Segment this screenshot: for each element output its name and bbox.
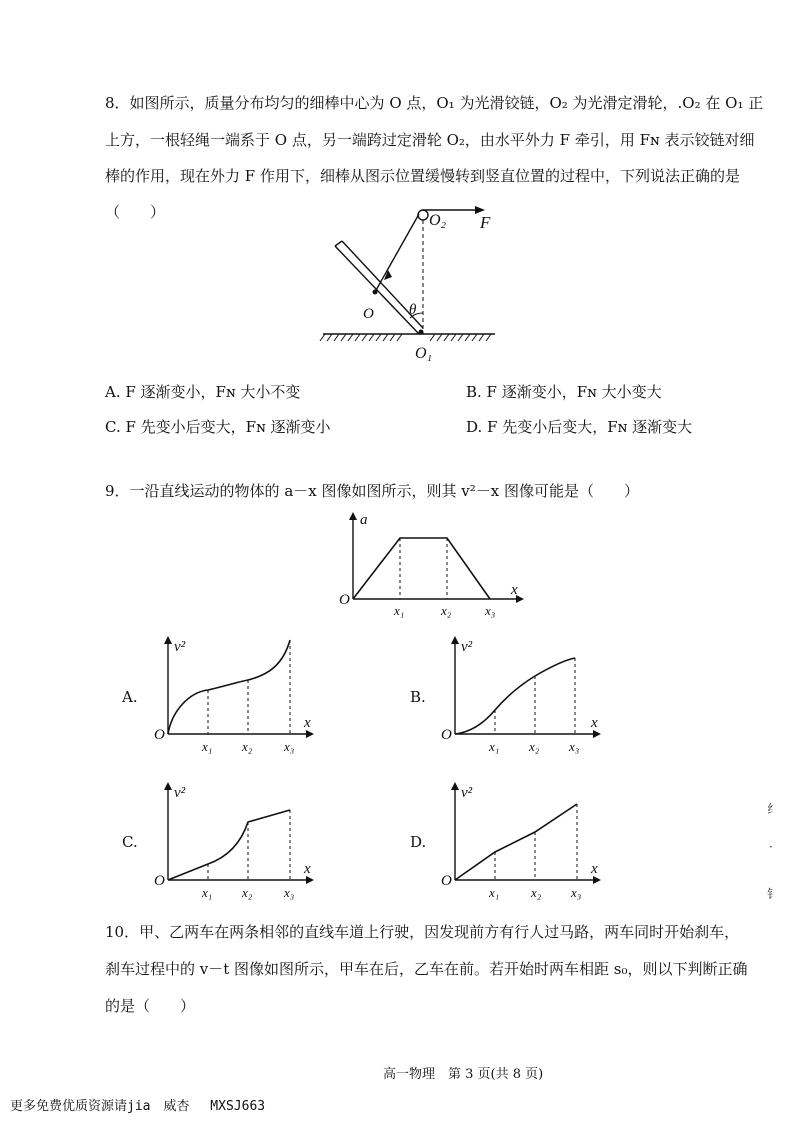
q9-option-a-graph [150, 630, 320, 755]
rod-edge-1 [335, 246, 419, 334]
q8-line-2: 上方，一根轻绳一端系于 O 点，另一端跨过定滑轮 O₂，由水平外力 F 牵引，用 Fɴ 表示铰链对细 [105, 131, 755, 149]
label-theta: θ [409, 302, 417, 318]
label-o2: O₂ [429, 212, 447, 229]
margin-mark-2: · [769, 840, 773, 854]
svg-text:v²: v² [461, 639, 473, 655]
svg-text:v²: v² [174, 785, 186, 801]
svg-text:x: x [591, 715, 598, 731]
q9-option-c-graph [150, 776, 320, 901]
svg-text:v²: v² [461, 785, 473, 801]
q8-option-a: A. F 逐渐变小，Fɴ 大小不变 [105, 383, 301, 401]
q10-line-1: 10．甲、乙两车在两条相邻的直线车道上行驶，因发现前方有行人过马路，两车同时开始刹车， [105, 923, 740, 941]
svg-text:x₂: x₂ [242, 739, 253, 754]
svg-text:x₁: x₁ [489, 739, 500, 754]
q9-option-b-graph [437, 630, 607, 755]
svg-text:x₃: x₃ [571, 885, 582, 900]
watermark-text: 更多免费优质资源请jia 威杏 MXSJ663 [10, 1099, 266, 1114]
tick-x3: x₃ [485, 603, 496, 618]
margin-mark-3: 钅 [767, 887, 780, 901]
a-x-graph [335, 508, 530, 620]
q8-line-1: 8．如图所示，质量分布均匀的细棒中心为 O 点，O₁ 为光滑铰链，O₂ 为光滑定滑轮，.O₂ 在 O₁ 正 [105, 94, 764, 112]
q9-option-b-label: B. [410, 688, 426, 706]
svg-text:O: O [154, 873, 165, 889]
q8-line-3: 棒的作用，现在外力 F 作用下，细棒从图示位置缓慢转到竖直位置的过程中，下列说法正确的是 [105, 167, 740, 185]
q9-option-d-graph [437, 776, 607, 901]
point-o [373, 290, 378, 295]
svg-text:x₂: x₂ [242, 885, 253, 900]
q8-rod-pulley-figure [315, 200, 515, 365]
q8-option-c: C. F 先变小后变大，Fɴ 逐渐变小 [105, 418, 331, 436]
svg-text:x₁: x₁ [202, 739, 213, 754]
a-axis-label: a [360, 512, 368, 528]
curve-a [168, 640, 290, 734]
curve-c [168, 810, 290, 880]
origin-label: O [339, 592, 350, 608]
ground-hatching [320, 334, 491, 341]
tick-x1: x₁ [394, 603, 405, 618]
hinge-o1 [419, 330, 424, 335]
svg-text:x₃: x₃ [569, 739, 580, 754]
svg-text:x₂: x₂ [531, 885, 542, 900]
q8-option-b: B. F 逐渐变小，Fɴ 大小变大 [466, 383, 662, 401]
svg-text:x: x [304, 715, 311, 731]
svg-text:x₃: x₃ [284, 885, 295, 900]
curve-b [455, 658, 575, 734]
x-axis-label: x [511, 582, 518, 598]
label-o: O [363, 306, 374, 322]
label-o1: O₁ [415, 345, 433, 362]
svg-text:x: x [304, 861, 311, 877]
svg-text:v²: v² [174, 639, 186, 655]
svg-text:x₂: x₂ [529, 739, 540, 754]
pulley-o2 [418, 210, 428, 220]
margin-mark-1: 纟 [767, 802, 780, 816]
svg-text:x: x [591, 861, 598, 877]
svg-text:x₁: x₁ [202, 885, 213, 900]
rope [375, 214, 419, 292]
q9-option-c-label: C. [122, 833, 138, 851]
q8-option-d: D. F 先变小后变大，Fɴ 逐渐变大 [466, 418, 693, 436]
svg-text:x₃: x₃ [284, 739, 295, 754]
q9-option-a-label: A. [122, 688, 138, 706]
page-footer: 高一物理 第 3 页(共 8 页) [383, 1067, 544, 1082]
q10-line-3: 的是（ ） [105, 997, 196, 1015]
tick-x2: x₂ [441, 603, 452, 618]
q10-line-2: 刹车过程中的 v－t 图像如图所示，甲车在后，乙车在前。若开始时两车相距 s₀，则以下判断正确 [105, 960, 748, 978]
svg-text:O: O [441, 873, 452, 889]
q8-answer-paren: （ ） [105, 203, 166, 221]
curve-d [455, 804, 577, 880]
a-x-curve [353, 538, 490, 599]
svg-text:O: O [154, 727, 165, 743]
q9-stem: 9．一沿直线运动的物体的 a－x 图像如图所示，则其 v²－x 图像可能是（ ） [105, 482, 639, 500]
q9-option-d-label: D. [410, 833, 427, 851]
svg-text:x₁: x₁ [489, 885, 500, 900]
label-f: F [480, 213, 491, 232]
svg-text:O: O [441, 727, 452, 743]
